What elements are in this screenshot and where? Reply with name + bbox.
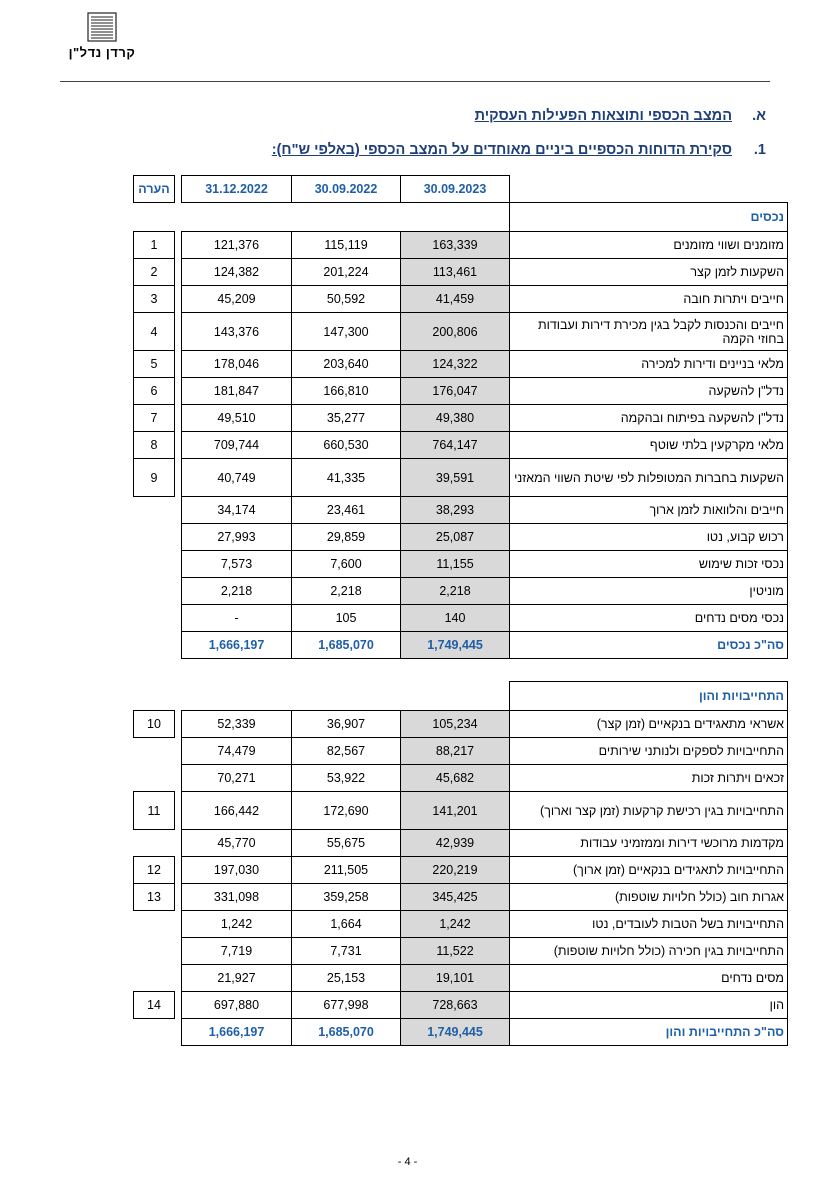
- value-31-12-2022: 40,749: [182, 459, 292, 497]
- note-cell: [134, 497, 175, 524]
- note-cell: [134, 965, 175, 992]
- row-label: רכוש קבוע, נטו: [510, 524, 788, 551]
- value-30-09-2022: 23,461: [292, 497, 401, 524]
- note-cell: 5: [134, 351, 175, 378]
- value-30-09-2023: 220,219: [401, 857, 510, 884]
- total-row: [134, 632, 788, 659]
- value-31-12-2022: 166,442: [182, 792, 292, 830]
- value-30-09-2022: 1,664: [292, 911, 401, 938]
- note-cell: 10: [134, 711, 175, 738]
- value-31-12-2022: 27,993: [182, 524, 292, 551]
- value-30-09-2023: 124,322: [401, 351, 510, 378]
- value-30-09-2022: 201,224: [292, 259, 401, 286]
- value-30-09-2022: 25,153: [292, 965, 401, 992]
- table-row: [134, 765, 788, 792]
- value-31-12-2022: 52,339: [182, 711, 292, 738]
- value-30-09-2023: 25,087: [401, 524, 510, 551]
- note-cell: 7: [134, 405, 175, 432]
- assets-table: [133, 175, 788, 659]
- note-cell: [134, 551, 175, 578]
- value-30-09-2023: 88,217: [401, 738, 510, 765]
- table-row: [134, 911, 788, 938]
- table-row: [134, 857, 788, 884]
- value-30-09-2023: 2,218: [401, 578, 510, 605]
- table-header-row: [134, 176, 788, 203]
- value-30-09-2022: 359,258: [292, 884, 401, 911]
- value-30-09-2023: 1,242: [401, 911, 510, 938]
- table-row: [134, 232, 788, 259]
- value-30-09-2023: 38,293: [401, 497, 510, 524]
- value-31-12-2022: 7,719: [182, 938, 292, 965]
- value-30-09-2023: 19,101: [401, 965, 510, 992]
- note-cell: [134, 578, 175, 605]
- header-divider: [60, 81, 770, 82]
- value-30-09-2022: 203,640: [292, 351, 401, 378]
- row-label: נכסי זכות שימוש: [510, 551, 788, 578]
- row-label: השקעות לזמן קצר: [510, 259, 788, 286]
- value-31-12-2022: 34,174: [182, 497, 292, 524]
- table-row: [134, 432, 788, 459]
- liabilities-table: [133, 681, 788, 1046]
- row-label: מלאי בניינים ודירות למכירה: [510, 351, 788, 378]
- table-row: [134, 605, 788, 632]
- value-31-12-2022: 697,880: [182, 992, 292, 1019]
- total-30-09-2023: 1,749,445: [401, 1019, 510, 1046]
- liabilities-section-title: התחייבויות והון: [510, 682, 788, 711]
- liabilities-section-row: [134, 682, 788, 711]
- value-30-09-2023: 11,155: [401, 551, 510, 578]
- value-30-09-2022: 211,505: [292, 857, 401, 884]
- value-30-09-2022: 41,335: [292, 459, 401, 497]
- value-30-09-2023: 11,522: [401, 938, 510, 965]
- table-row: [134, 738, 788, 765]
- value-31-12-2022: 45,209: [182, 286, 292, 313]
- total-30-09-2022: 1,685,070: [292, 632, 401, 659]
- table-row: [134, 459, 788, 497]
- value-30-09-2023: 140: [401, 605, 510, 632]
- table-row: [134, 578, 788, 605]
- assets-section-row: [134, 203, 788, 232]
- row-label: נדל"ן להשקעה: [510, 378, 788, 405]
- table-row: [134, 286, 788, 313]
- row-label: מסים נדחים: [510, 965, 788, 992]
- table-row: [134, 938, 788, 965]
- value-30-09-2022: 29,859: [292, 524, 401, 551]
- value-30-09-2023: 200,806: [401, 313, 510, 351]
- table-row: [134, 792, 788, 830]
- note-cell: [134, 738, 175, 765]
- row-label: מקדמות מרוכשי דירות וממזמיני עבודות: [510, 830, 788, 857]
- table-row: [134, 259, 788, 286]
- table-row: [134, 524, 788, 551]
- value-31-12-2022: 21,927: [182, 965, 292, 992]
- note-cell: [134, 830, 175, 857]
- value-31-12-2022: 74,479: [182, 738, 292, 765]
- total-label: סה"כ נכסים: [510, 632, 788, 659]
- value-30-09-2022: 660,530: [292, 432, 401, 459]
- table-row: [134, 405, 788, 432]
- section-number: א.: [752, 108, 766, 124]
- table-row: [134, 884, 788, 911]
- section-heading: [475, 108, 766, 124]
- table-row: [134, 551, 788, 578]
- value-30-09-2022: 50,592: [292, 286, 401, 313]
- row-label: זכאים ויתרות זכות: [510, 765, 788, 792]
- value-31-12-2022: 197,030: [182, 857, 292, 884]
- value-31-12-2022: 49,510: [182, 405, 292, 432]
- value-31-12-2022: 143,376: [182, 313, 292, 351]
- row-label: השקעות בחברות המטופלות לפי שיטת השווי המאזני: [510, 459, 788, 497]
- row-label: אגרות חוב (כולל חלויות שוטפות): [510, 884, 788, 911]
- value-30-09-2023: 42,939: [401, 830, 510, 857]
- note-cell: 3: [134, 286, 175, 313]
- value-30-09-2022: 7,731: [292, 938, 401, 965]
- note-column-header: הערה: [134, 176, 175, 203]
- note-cell: [134, 765, 175, 792]
- value-31-12-2022: -: [182, 605, 292, 632]
- page-number: - 4 -: [397, 1156, 418, 1168]
- row-label: מזומנים ושווי מזומנים: [510, 232, 788, 259]
- table-row: [134, 497, 788, 524]
- value-30-09-2022: 35,277: [292, 405, 401, 432]
- value-30-09-2023: 141,201: [401, 792, 510, 830]
- total-31-12-2022: 1,666,197: [182, 1019, 292, 1046]
- value-31-12-2022: 124,382: [182, 259, 292, 286]
- row-label: חייבים ויתרות חובה: [510, 286, 788, 313]
- company-logo: [62, 12, 142, 60]
- table-row: [134, 965, 788, 992]
- value-30-09-2022: 115,119: [292, 232, 401, 259]
- value-30-09-2023: 105,234: [401, 711, 510, 738]
- brand-name: קרדן נדל"ן: [68, 45, 136, 60]
- row-label: התחייבויות לספקים ולנותני שירותים: [510, 738, 788, 765]
- total-label: סה"כ התחייבויות והון: [510, 1019, 788, 1046]
- note-cell: 12: [134, 857, 175, 884]
- value-30-09-2023: 45,682: [401, 765, 510, 792]
- total-30-09-2023: 1,749,445: [401, 632, 510, 659]
- value-30-09-2022: 2,218: [292, 578, 401, 605]
- value-30-09-2023: 176,047: [401, 378, 510, 405]
- total-row: [134, 1019, 788, 1046]
- value-30-09-2022: 55,675: [292, 830, 401, 857]
- col-30-09-2023-header: 30.09.2023: [401, 176, 510, 203]
- table-row: [134, 351, 788, 378]
- total-31-12-2022: 1,666,197: [182, 632, 292, 659]
- row-label: חייבים והלוואות לזמן ארוך: [510, 497, 788, 524]
- building-logo-icon: [87, 12, 117, 42]
- note-cell: 6: [134, 378, 175, 405]
- row-label: הון: [510, 992, 788, 1019]
- note-cell: 11: [134, 792, 175, 830]
- note-cell: 13: [134, 884, 175, 911]
- note-cell: [134, 605, 175, 632]
- table-row: [134, 711, 788, 738]
- value-30-09-2022: 36,907: [292, 711, 401, 738]
- col-31-12-2022-header: 31.12.2022: [182, 176, 292, 203]
- table-row: [134, 378, 788, 405]
- value-30-09-2022: 147,300: [292, 313, 401, 351]
- value-30-09-2023: 764,147: [401, 432, 510, 459]
- note-cell: 8: [134, 432, 175, 459]
- note-cell: 2: [134, 259, 175, 286]
- subsection-heading: [272, 142, 766, 158]
- value-31-12-2022: 1,242: [182, 911, 292, 938]
- value-31-12-2022: 121,376: [182, 232, 292, 259]
- section-title: המצב הכספי ותוצאות הפעילות העסקית: [474, 108, 732, 124]
- value-31-12-2022: 709,744: [182, 432, 292, 459]
- value-31-12-2022: 45,770: [182, 830, 292, 857]
- value-30-09-2023: 728,663: [401, 992, 510, 1019]
- row-label: מלאי מקרקעין בלתי שוטף: [510, 432, 788, 459]
- value-31-12-2022: 178,046: [182, 351, 292, 378]
- value-31-12-2022: 70,271: [182, 765, 292, 792]
- note-cell: [134, 524, 175, 551]
- row-label: התחייבויות בשל הטבות לעובדים, נטו: [510, 911, 788, 938]
- value-30-09-2023: 41,459: [401, 286, 510, 313]
- value-30-09-2022: 53,922: [292, 765, 401, 792]
- row-label: התחייבויות לתאגידים בנקאיים (זמן ארוך): [510, 857, 788, 884]
- row-label: חייבים והכנסות לקבל בגין מכירת דירות ועבודות בחוזי הקמה: [510, 313, 788, 351]
- row-label: אשראי מתאגידים בנקאיים (זמן קצר): [510, 711, 788, 738]
- value-31-12-2022: 181,847: [182, 378, 292, 405]
- value-30-09-2022: 677,998: [292, 992, 401, 1019]
- value-30-09-2023: 49,380: [401, 405, 510, 432]
- note-cell: 14: [134, 992, 175, 1019]
- note-cell: 9: [134, 459, 175, 497]
- note-cell: [134, 938, 175, 965]
- value-30-09-2022: 82,567: [292, 738, 401, 765]
- row-label: נדל"ן להשקעה בפיתוח ובהקמה: [510, 405, 788, 432]
- value-30-09-2022: 172,690: [292, 792, 401, 830]
- value-30-09-2023: 163,339: [401, 232, 510, 259]
- value-30-09-2023: 39,591: [401, 459, 510, 497]
- value-30-09-2022: 105: [292, 605, 401, 632]
- note-cell: [134, 911, 175, 938]
- value-30-09-2023: 345,425: [401, 884, 510, 911]
- value-31-12-2022: 331,098: [182, 884, 292, 911]
- assets-section-title: נכסים: [510, 203, 788, 232]
- total-30-09-2022: 1,685,070: [292, 1019, 401, 1046]
- value-31-12-2022: 7,573: [182, 551, 292, 578]
- row-label: מוניטין: [510, 578, 788, 605]
- row-label: התחייבויות בגין רכישת קרקעות (זמן קצר וארוך): [510, 792, 788, 830]
- table-row: [134, 313, 788, 351]
- table-row: [134, 992, 788, 1019]
- value-31-12-2022: 2,218: [182, 578, 292, 605]
- col-30-09-2022-header: 30.09.2022: [292, 176, 401, 203]
- row-label: התחייבויות בגין חכירה (כולל חלויות שוטפות): [510, 938, 788, 965]
- value-30-09-2022: 166,810: [292, 378, 401, 405]
- note-cell: 1: [134, 232, 175, 259]
- table-row: [134, 830, 788, 857]
- row-label: נכסי מסים נדחים: [510, 605, 788, 632]
- subsection-title: סקירת הדוחות הכספיים ביניים מאוחדים על המצב הכספי (באלפי ש"ח):: [271, 142, 732, 158]
- value-30-09-2023: 113,461: [401, 259, 510, 286]
- subsection-number: 1.: [753, 142, 766, 158]
- value-30-09-2022: 7,600: [292, 551, 401, 578]
- note-cell: 4: [134, 313, 175, 351]
